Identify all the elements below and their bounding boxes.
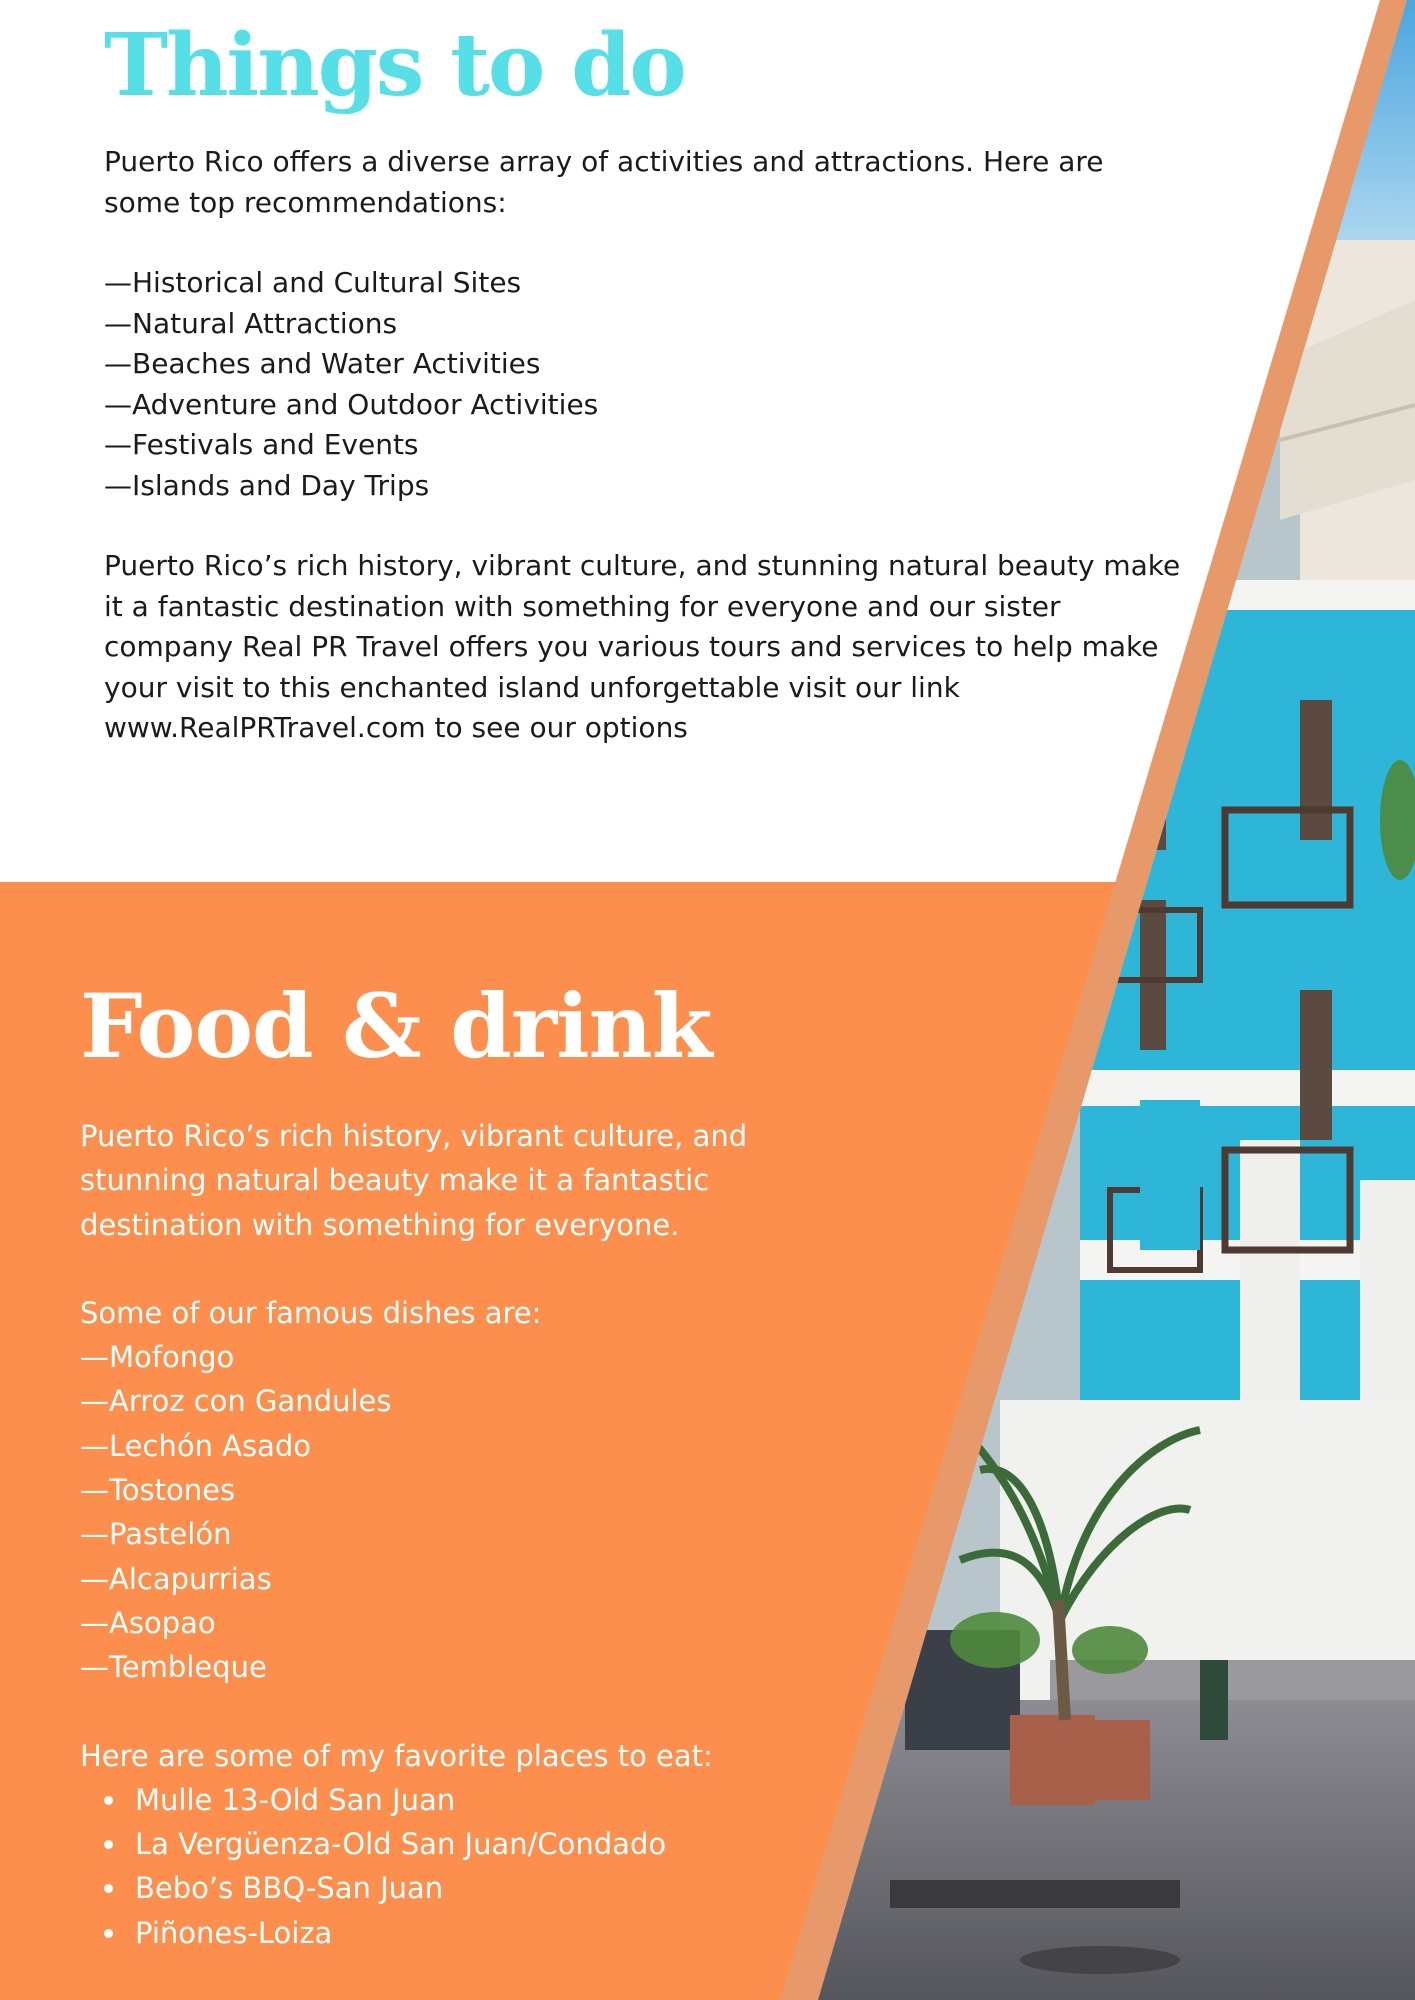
food-intro: Puerto Rico’s rich history, vibrant culture, and stunning natural beauty make it a fantastic destination with something for everyone.	[80, 1119, 748, 1242]
dish-item: —Lechón Asado	[80, 1428, 312, 1463]
dishes-heading: Some of our famous dishes are:	[80, 1295, 542, 1330]
things-closing: Puerto Rico’s rich history, vibrant culture, and stunning natural beauty make it a fantastic destination with something for everyone and our sister company Real PR Travel offers you various tours and services to help make your visit to this enchanted island unforgettable visit our link www.RealPRTravel.com to see our options	[104, 549, 1181, 744]
food-drink-body	[80, 1114, 780, 1955]
place-item: La Vergüenza-Old San Juan/Condado	[80, 1822, 780, 1866]
place-item: Bebo’s BBQ-San Juan	[80, 1866, 780, 1910]
food-drink-title: Food & drink	[80, 974, 712, 1078]
dish-item: —Pastelón	[80, 1517, 232, 1552]
dish-item: —Tembleque	[80, 1650, 267, 1685]
things-to-do-body	[104, 142, 1184, 749]
place-item: Mulle 13-Old San Juan	[80, 1778, 780, 1822]
things-to-do-title: Things to do	[104, 15, 685, 116]
dish-item: —Asopao	[80, 1605, 216, 1640]
dish-item: —Tostones	[80, 1473, 236, 1508]
things-list-item: —Festivals and Events	[104, 428, 419, 461]
things-list-item: —Islands and Day Trips	[104, 468, 430, 502]
things-list-item: —Natural Attractions	[104, 306, 398, 340]
things-list	[104, 263, 1184, 506]
dishes-list	[80, 1335, 780, 1689]
dish-item: —Alcapurrias	[80, 1561, 272, 1596]
things-intro: Puerto Rico offers a diverse array of activities and attractions. Here are some top recommendations:	[104, 145, 1104, 219]
dish-item: —Mofongo	[80, 1340, 235, 1375]
dish-item: —Arroz con Gandules	[80, 1384, 392, 1419]
things-list-item: —Beaches and Water Activities	[104, 347, 541, 380]
things-list-item: —Historical and Cultural Sites	[104, 266, 522, 299]
place-item: Piñones-Loiza	[80, 1911, 780, 1955]
places-heading: Here are some of my favorite places to eat:	[80, 1738, 713, 1773]
things-list-item: —Adventure and Outdoor Activities	[104, 387, 599, 421]
places-list	[80, 1778, 780, 1955]
